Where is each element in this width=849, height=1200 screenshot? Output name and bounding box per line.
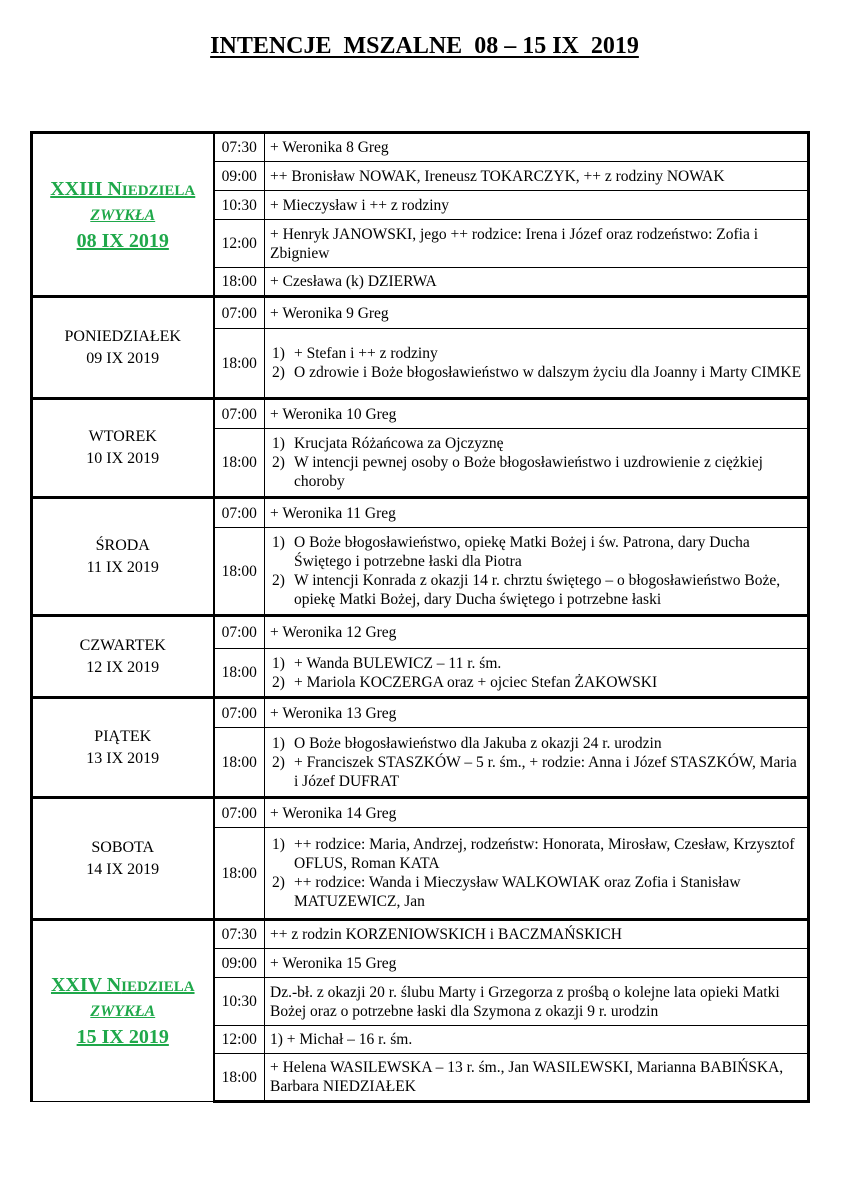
mass-row: [32, 698, 809, 728]
day-cell-monday: [32, 297, 214, 399]
sunday-subtitle: ZWYKŁA: [90, 1003, 156, 1020]
intention-list: [270, 835, 803, 911]
mass-intention: 1) + Michał – 16 r. śm.: [265, 1026, 809, 1054]
intention-list: [270, 434, 803, 491]
mass-intention: + Weronika 13 Greg: [265, 698, 809, 728]
mass-intention: + Mieczysław i ++ z rodziny: [265, 191, 809, 220]
mass-time: 07:30: [214, 920, 265, 949]
day-cell-sunday-2: [32, 920, 214, 1102]
mass-time: 18:00: [214, 268, 265, 297]
mass-row: [32, 798, 809, 828]
mass-intention: [265, 528, 809, 616]
intention-list: [270, 533, 803, 609]
mass-time: 07:00: [214, 616, 265, 649]
mass-intention: + Weronika 15 Greg: [265, 949, 809, 978]
list-item: 2) O zdrowie i Boże błogosławieństwo w dalszym życiu dla Joanny i Marty CIMKE: [272, 364, 802, 381]
list-item: 1) + Wanda BULEWICZ – 11 r. śm.: [272, 654, 502, 672]
day-cell-sunday-1: [32, 133, 214, 297]
list-item: 1) O Boże błogosławieństwo, opiekę Matki Bożej i św. Patrona, dary Ducha Świętego i potrzebne łaski dla Piotra: [272, 534, 750, 570]
list-item: 2) W intencji Konrada z okazji 14 r. chrztu świętego – o błogosławieństwo Boże, opiekę Matki Bożej, dary Ducha świętego i potrzebne łaski: [272, 572, 781, 608]
mass-intention: + Weronika 10 Greg: [265, 399, 809, 429]
mass-time: 07:00: [214, 399, 265, 429]
mass-intention: + Weronika 12 Greg: [265, 616, 809, 649]
mass-row: [32, 133, 809, 162]
page-title-text: INTENCJE MSZALNE 08 – 15 IX 2019: [210, 33, 639, 59]
mass-intention: ++ Bronisław NOWAK, Ireneusz TOKARCZYK, ++ z rodziny NOWAK: [265, 162, 809, 191]
day-cell-thursday: [32, 616, 214, 698]
mass-time: 09:00: [214, 949, 265, 978]
mass-intention: [265, 329, 809, 399]
day-date: 10 IX 2019: [86, 450, 160, 467]
sunday-name: XXIV NIEDZIELA: [50, 974, 195, 996]
mass-row: [32, 920, 809, 949]
day-date: 09 IX 2019: [86, 349, 160, 367]
mass-time: 09:00: [214, 162, 265, 191]
mass-row: [32, 616, 809, 649]
mass-time: 12:00: [214, 1026, 265, 1054]
mass-intention: ++ z rodzin KORZENIOWSKICH i BACZMAŃSKICH: [265, 920, 809, 949]
intention-list: [270, 344, 803, 382]
list-item: 2) + Franciszek STASZKÓW – 5 r. śm., + rodzie: Anna i Józef STASZKÓW, Maria i Józef DUFRAT: [272, 753, 797, 790]
list-item: 1) + Stefan i ++ z rodziny: [272, 345, 438, 362]
page-title: [0, 33, 849, 60]
sunday-date: 15 IX 2019: [76, 1026, 169, 1048]
mass-time: 18:00: [214, 649, 265, 698]
mass-time: 07:00: [214, 297, 265, 329]
day-date: 11 IX 2019: [86, 558, 159, 576]
mass-row: [32, 297, 809, 329]
mass-time: 07:00: [214, 798, 265, 828]
mass-intention: + Czesława (k) DZIERWA: [265, 268, 809, 297]
list-item: 2) ++ rodzice: Wanda i Mieczysław WALKOWIAK oraz Zofia i Stanisław MATUZEWICZ, Jan: [272, 874, 741, 910]
list-item: 2) W intencji pewnej osoby o Boże błogosławieństwo i uzdrowienie z ciężkiej choroby: [272, 454, 763, 490]
day-name: WTOREK: [88, 428, 157, 445]
mass-intention: + Weronika 8 Greg: [265, 133, 809, 162]
mass-time: 18:00: [214, 329, 265, 399]
list-item: 2) + Mariola KOCZERGA oraz + ojciec Stefan ŻAKOWSKI: [272, 673, 658, 691]
mass-intention: + Weronika 11 Greg: [265, 498, 809, 528]
mass-time: 10:30: [214, 978, 265, 1026]
mass-intention: [265, 728, 809, 798]
list-item: 1) Krucjata Różańcowa za Ojczyznę: [272, 435, 504, 452]
mass-time: 12:00: [214, 220, 265, 268]
mass-row: [32, 399, 809, 429]
mass-time: 18:00: [214, 528, 265, 616]
mass-intention: + Henryk JANOWSKI, jego ++ rodzice: Irena i Józef oraz rodzeństwo: Zofia i Zbigniew: [265, 220, 809, 268]
mass-intentions-table: [30, 131, 810, 1103]
day-cell-tuesday: [32, 399, 214, 498]
day-name: SOBOTA: [91, 838, 155, 856]
day-name: ŚRODA: [95, 536, 150, 554]
mass-intention: [265, 828, 809, 920]
mass-time: 10:30: [214, 191, 265, 220]
day-name: PIĄTEK: [94, 727, 152, 745]
sunday-name: XXIII NIEDZIELA: [50, 177, 196, 200]
mass-intention: [265, 649, 809, 698]
mass-time: 18:00: [214, 429, 265, 498]
day-date: 13 IX 2019: [86, 749, 160, 767]
mass-row: [32, 498, 809, 528]
mass-time: 18:00: [214, 1054, 265, 1102]
day-name: PONIEDZIAŁEK: [64, 327, 181, 345]
list-item: 1) ++ rodzice: Maria, Andrzej, rodzeństw: Honorata, Mirosław, Czesław, Krzysztof OFLUS, Roman KATA: [272, 836, 795, 872]
day-cell-saturday: [32, 798, 214, 920]
day-name: CZWARTEK: [79, 636, 166, 654]
day-date: 12 IX 2019: [86, 658, 160, 676]
mass-intention: Dz.-bł. z okazji 20 r. ślubu Marty i Grzegorza z prośbą o kolejne lata opieki Matki Bożej oraz o potrzebne łaski dla Szymona z okazji 9 r. urodzin: [265, 978, 809, 1026]
mass-time: 18:00: [214, 728, 265, 798]
mass-time: 07:30: [214, 133, 265, 162]
mass-time: 18:00: [214, 828, 265, 920]
intention-list: [270, 654, 803, 692]
mass-intention: + Weronika 9 Greg: [265, 297, 809, 329]
mass-intention: + Weronika 14 Greg: [265, 798, 809, 828]
day-cell-wednesday: [32, 498, 214, 616]
mass-time: 07:00: [214, 698, 265, 728]
mass-time: 07:00: [214, 498, 265, 528]
sunday-date: 08 IX 2019: [76, 229, 169, 252]
mass-intention: [265, 429, 809, 498]
intention-list: [270, 734, 803, 791]
day-date: 14 IX 2019: [86, 860, 160, 878]
list-item: 1) O Boże błogosławieństwo dla Jakuba z okazji 24 r. urodzin: [272, 734, 662, 752]
sunday-subtitle: ZWYKŁA: [90, 206, 156, 224]
day-cell-friday: [32, 698, 214, 798]
mass-intention: + Helena WASILEWSKA – 13 r. śm., Jan WASILEWSKI, Marianna BABIŃSKA, Barbara NIEDZIAŁEK: [265, 1054, 809, 1102]
